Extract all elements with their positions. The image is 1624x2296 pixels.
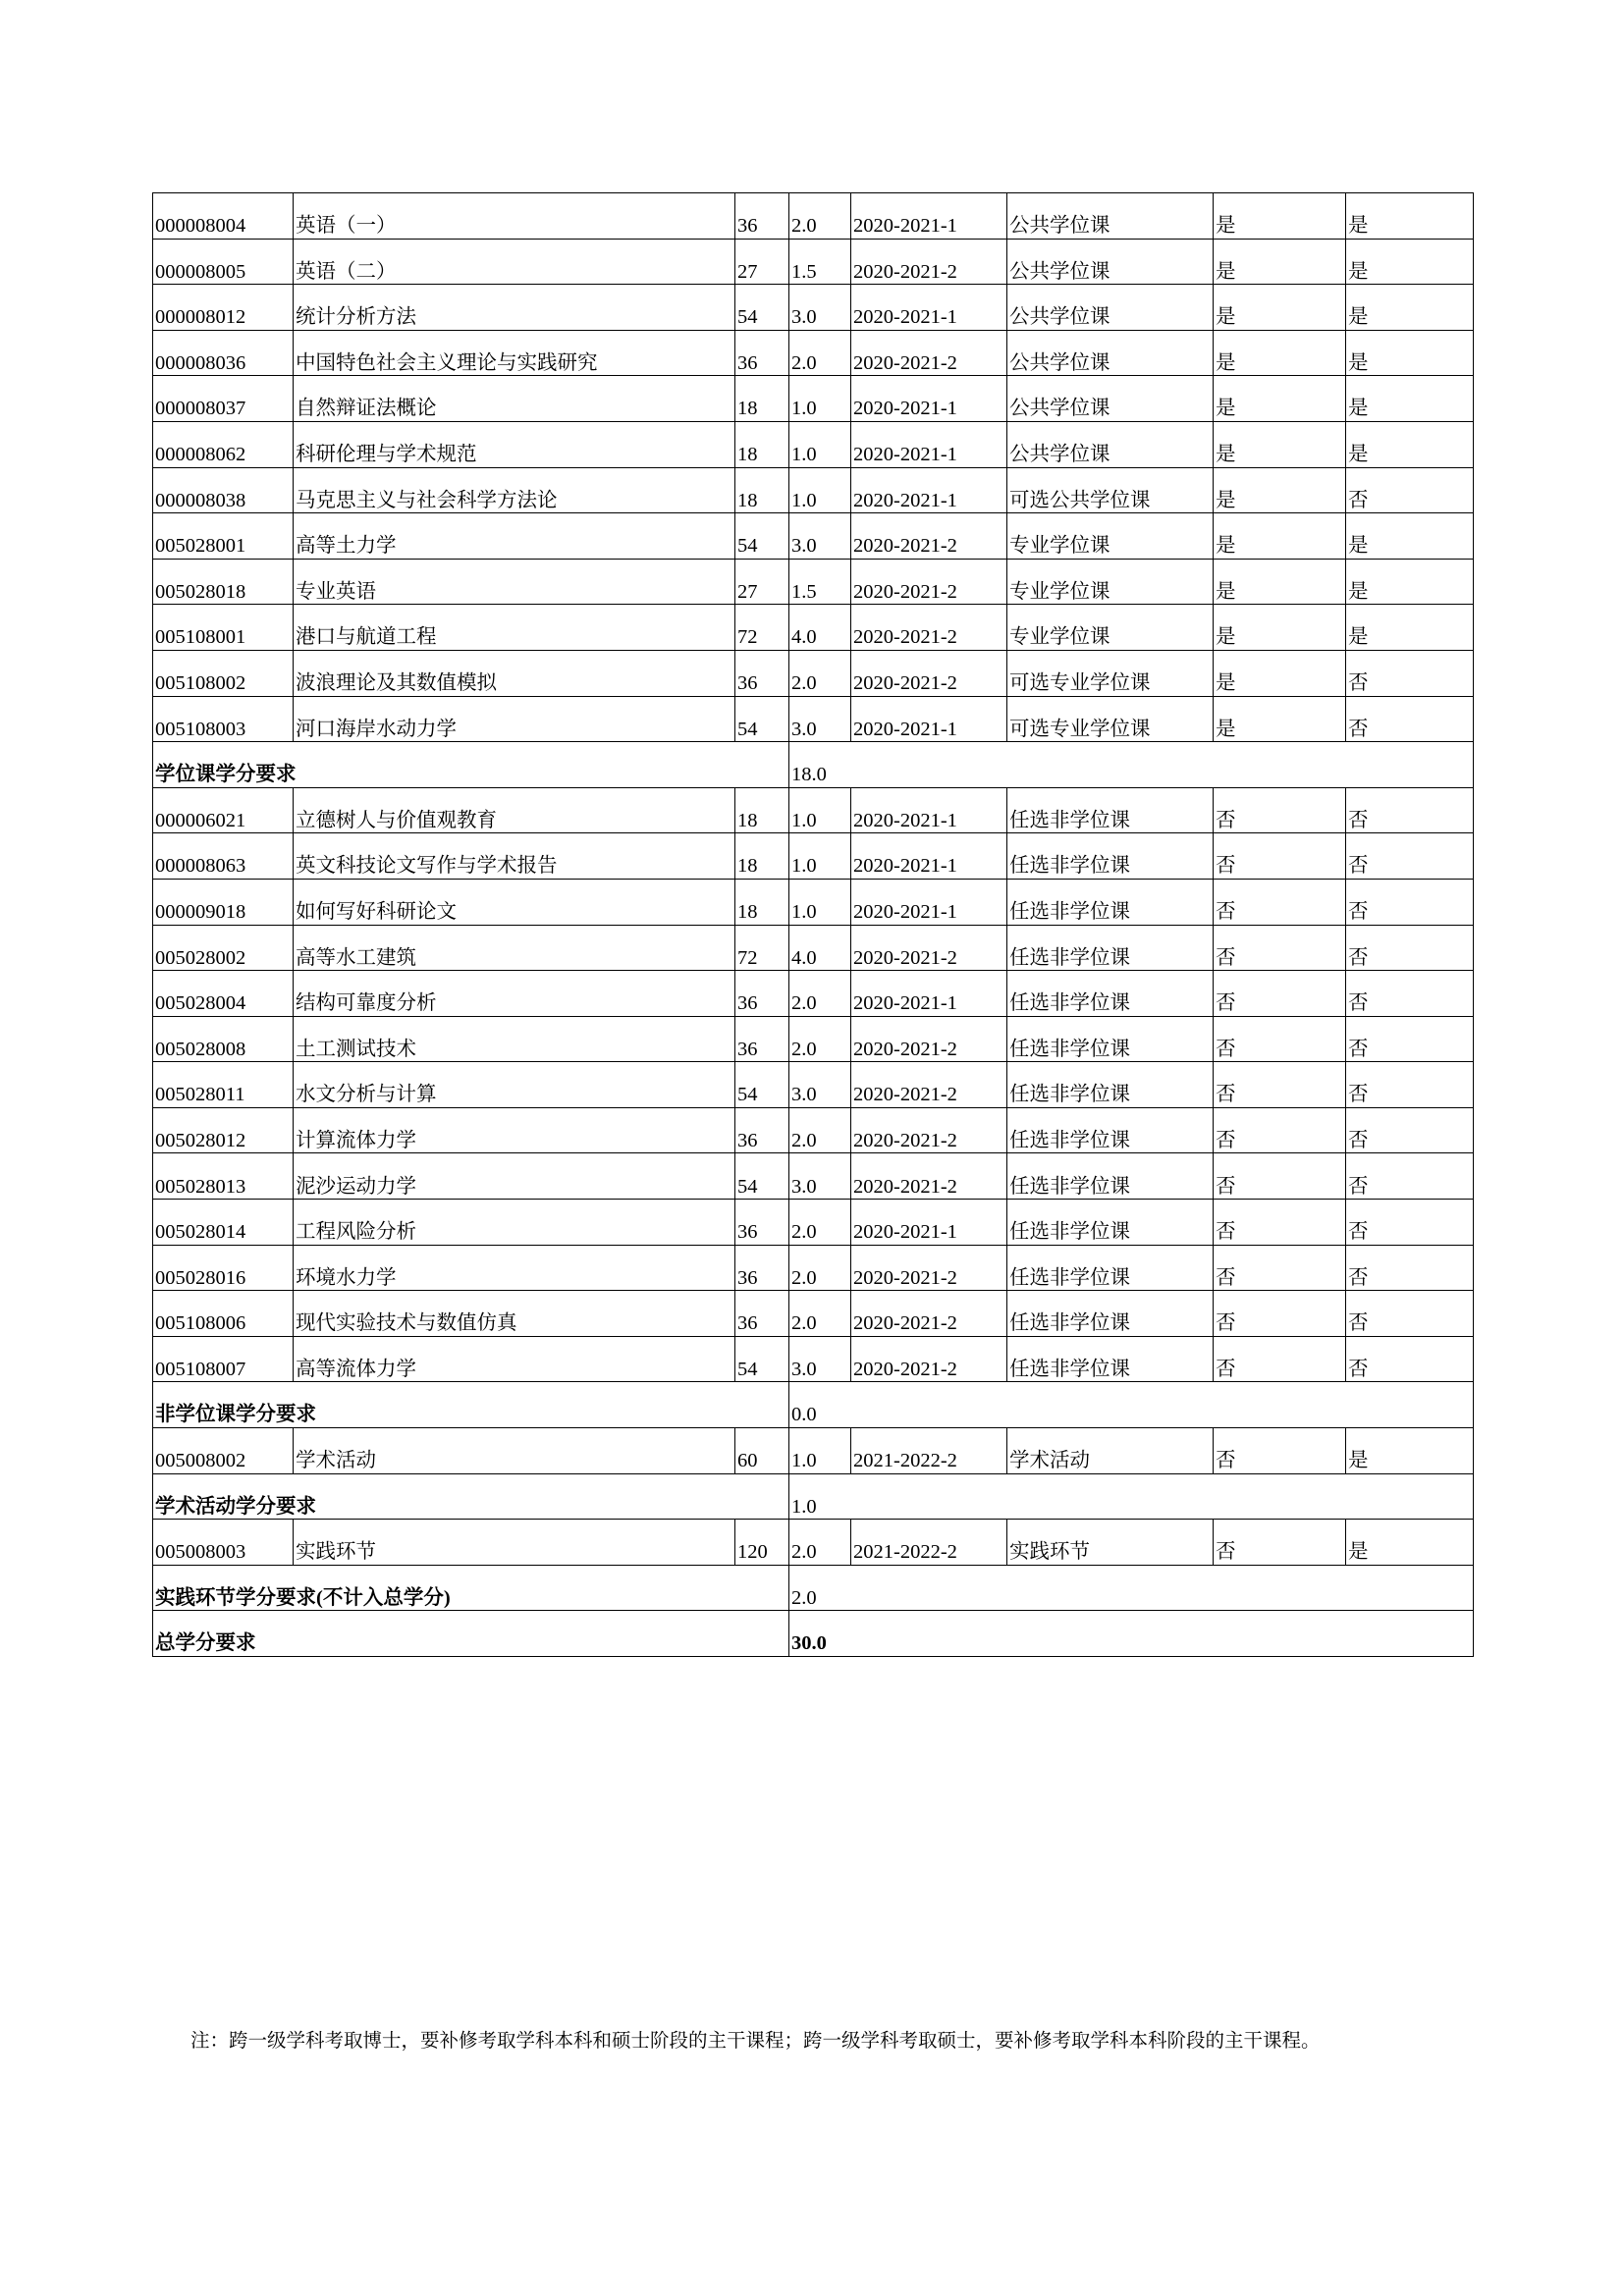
course-name-cell: 土工测试技术	[294, 1016, 735, 1062]
course-hours-cell: 27	[735, 239, 789, 285]
course-type-cell: 任选非学位课	[1007, 1016, 1214, 1062]
course-type-cell: 任选非学位课	[1007, 1336, 1214, 1382]
course-credits-cell: 2.0	[789, 971, 851, 1017]
course-name-cell: 高等流体力学	[294, 1336, 735, 1382]
course-type-cell: 公共学位课	[1007, 330, 1214, 376]
course-required-cell: 否	[1214, 925, 1346, 971]
table-row	[153, 925, 1474, 971]
course-term-cell: 2020-2021-2	[851, 239, 1007, 285]
course-name-cell: 马克思主义与社会科学方法论	[294, 467, 735, 513]
course-code-cell: 005108001	[153, 605, 294, 651]
course-required-cell: 否	[1214, 1200, 1346, 1246]
course-plan-table-wrap	[152, 192, 1473, 1657]
course-type-cell: 任选非学位课	[1007, 1200, 1214, 1246]
course-term-cell: 2020-2021-2	[851, 1153, 1007, 1200]
course-name-cell: 计算流体力学	[294, 1107, 735, 1153]
course-exam-cell: 否	[1346, 1153, 1474, 1200]
course-code-cell: 005028001	[153, 513, 294, 560]
course-plan-table-body	[153, 193, 1474, 1657]
course-required-cell: 否	[1214, 1336, 1346, 1382]
course-code-cell: 005028008	[153, 1016, 294, 1062]
course-term-cell: 2020-2021-1	[851, 787, 1007, 833]
summary-label: 非学位课学分要求	[153, 1382, 789, 1428]
course-code-cell: 000008063	[153, 833, 294, 880]
course-credits-cell: 1.0	[789, 1428, 851, 1474]
summary-label: 学位课学分要求	[153, 742, 789, 788]
course-name-cell: 波浪理论及其数值模拟	[294, 650, 735, 696]
course-hours-cell: 18	[735, 879, 789, 925]
table-row	[153, 1291, 1474, 1337]
course-term-cell: 2020-2021-2	[851, 1062, 1007, 1108]
course-type-cell: 任选非学位课	[1007, 1291, 1214, 1337]
course-code-cell: 005008003	[153, 1520, 294, 1566]
course-hours-cell: 18	[735, 787, 789, 833]
course-required-cell: 是	[1214, 467, 1346, 513]
course-type-cell: 专业学位课	[1007, 559, 1214, 605]
course-exam-cell: 是	[1346, 513, 1474, 560]
course-type-cell: 公共学位课	[1007, 285, 1214, 331]
summary-label: 实践环节学分要求(不计入总学分)	[153, 1565, 789, 1611]
course-code-cell: 005028016	[153, 1245, 294, 1291]
table-row	[153, 559, 1474, 605]
table-row	[153, 879, 1474, 925]
course-hours-cell: 36	[735, 1016, 789, 1062]
course-hours-cell: 18	[735, 421, 789, 467]
table-row	[153, 1200, 1474, 1246]
course-type-cell: 公共学位课	[1007, 239, 1214, 285]
course-code-cell: 005108007	[153, 1336, 294, 1382]
course-name-cell: 港口与航道工程	[294, 605, 735, 651]
course-hours-cell: 18	[735, 833, 789, 880]
course-exam-cell: 是	[1346, 239, 1474, 285]
course-name-cell: 水文分析与计算	[294, 1062, 735, 1108]
course-exam-cell: 是	[1346, 193, 1474, 240]
course-name-cell: 高等土力学	[294, 513, 735, 560]
course-credits-cell: 3.0	[789, 513, 851, 560]
course-type-cell: 任选非学位课	[1007, 833, 1214, 880]
course-type-cell: 任选非学位课	[1007, 1153, 1214, 1200]
course-credits-cell: 2.0	[789, 1200, 851, 1246]
course-type-cell: 学术活动	[1007, 1428, 1214, 1474]
course-plan-table	[152, 192, 1474, 1657]
course-name-cell: 中国特色社会主义理论与实践研究	[294, 330, 735, 376]
course-type-cell: 实践环节	[1007, 1520, 1214, 1566]
course-required-cell: 否	[1214, 1245, 1346, 1291]
course-required-cell: 是	[1214, 605, 1346, 651]
course-code-cell: 005108003	[153, 696, 294, 742]
course-required-cell: 否	[1214, 1153, 1346, 1200]
course-hours-cell: 36	[735, 1200, 789, 1246]
course-exam-cell: 否	[1346, 1107, 1474, 1153]
course-required-cell: 是	[1214, 559, 1346, 605]
course-name-cell: 英文科技论文写作与学术报告	[294, 833, 735, 880]
course-code-cell: 000008037	[153, 376, 294, 422]
course-credits-cell: 1.0	[789, 376, 851, 422]
course-type-cell: 任选非学位课	[1007, 925, 1214, 971]
course-exam-cell: 否	[1346, 650, 1474, 696]
course-term-cell: 2020-2021-1	[851, 193, 1007, 240]
table-row	[153, 421, 1474, 467]
course-term-cell: 2020-2021-2	[851, 925, 1007, 971]
course-credits-cell: 1.0	[789, 879, 851, 925]
course-code-cell: 005028014	[153, 1200, 294, 1246]
course-code-cell: 005028018	[153, 559, 294, 605]
course-exam-cell: 否	[1346, 1336, 1474, 1382]
course-hours-cell: 54	[735, 1336, 789, 1382]
course-term-cell: 2020-2021-1	[851, 467, 1007, 513]
course-credits-cell: 2.0	[789, 193, 851, 240]
course-type-cell: 专业学位课	[1007, 513, 1214, 560]
course-term-cell: 2020-2021-2	[851, 1336, 1007, 1382]
course-exam-cell: 是	[1346, 605, 1474, 651]
course-credits-cell: 3.0	[789, 696, 851, 742]
course-required-cell: 否	[1214, 1291, 1346, 1337]
course-code-cell: 000008012	[153, 285, 294, 331]
course-name-cell: 专业英语	[294, 559, 735, 605]
course-name-cell: 统计分析方法	[294, 285, 735, 331]
course-required-cell: 否	[1214, 1016, 1346, 1062]
course-type-cell: 可选专业学位课	[1007, 696, 1214, 742]
summary-value: 2.0	[789, 1565, 1474, 1611]
course-credits-cell: 3.0	[789, 1153, 851, 1200]
course-code-cell: 000008004	[153, 193, 294, 240]
summary-row	[153, 1565, 1474, 1611]
course-required-cell: 是	[1214, 239, 1346, 285]
table-row	[153, 330, 1474, 376]
course-required-cell: 是	[1214, 376, 1346, 422]
table-row	[153, 376, 1474, 422]
course-name-cell: 英语（一）	[294, 193, 735, 240]
course-exam-cell: 否	[1346, 833, 1474, 880]
course-hours-cell: 72	[735, 605, 789, 651]
course-credits-cell: 1.5	[789, 239, 851, 285]
course-required-cell: 是	[1214, 513, 1346, 560]
course-exam-cell: 是	[1346, 376, 1474, 422]
course-exam-cell: 否	[1346, 879, 1474, 925]
course-hours-cell: 18	[735, 376, 789, 422]
course-name-cell: 泥沙运动力学	[294, 1153, 735, 1200]
table-row	[153, 1520, 1474, 1566]
course-hours-cell: 120	[735, 1520, 789, 1566]
course-name-cell: 环境水力学	[294, 1245, 735, 1291]
course-exam-cell: 是	[1346, 559, 1474, 605]
table-row	[153, 193, 1474, 240]
course-required-cell: 否	[1214, 1428, 1346, 1474]
course-credits-cell: 2.0	[789, 1520, 851, 1566]
course-type-cell: 可选专业学位课	[1007, 650, 1214, 696]
table-row	[153, 605, 1474, 651]
course-name-cell: 现代实验技术与数值仿真	[294, 1291, 735, 1337]
course-exam-cell: 否	[1346, 467, 1474, 513]
course-hours-cell: 18	[735, 467, 789, 513]
course-credits-cell: 2.0	[789, 1107, 851, 1153]
summary-row	[153, 1611, 1474, 1657]
course-credits-cell: 1.0	[789, 421, 851, 467]
course-name-cell: 如何写好科研论文	[294, 879, 735, 925]
table-row	[153, 1107, 1474, 1153]
table-row	[153, 1428, 1474, 1474]
course-hours-cell: 54	[735, 513, 789, 560]
course-exam-cell: 是	[1346, 1428, 1474, 1474]
course-code-cell: 000006021	[153, 787, 294, 833]
course-credits-cell: 4.0	[789, 925, 851, 971]
course-exam-cell: 否	[1346, 925, 1474, 971]
table-row	[153, 467, 1474, 513]
course-code-cell: 005028002	[153, 925, 294, 971]
course-hours-cell: 60	[735, 1428, 789, 1474]
course-exam-cell: 否	[1346, 1291, 1474, 1337]
course-hours-cell: 36	[735, 1107, 789, 1153]
table-row	[153, 285, 1474, 331]
course-term-cell: 2020-2021-2	[851, 1291, 1007, 1337]
course-code-cell: 000009018	[153, 879, 294, 925]
course-term-cell: 2020-2021-1	[851, 971, 1007, 1017]
course-term-cell: 2020-2021-2	[851, 330, 1007, 376]
course-exam-cell: 否	[1346, 1245, 1474, 1291]
course-code-cell: 005028004	[153, 971, 294, 1017]
course-term-cell: 2020-2021-1	[851, 1200, 1007, 1246]
course-code-cell: 000008005	[153, 239, 294, 285]
course-term-cell: 2021-2022-2	[851, 1428, 1007, 1474]
table-row	[153, 1062, 1474, 1108]
course-hours-cell: 36	[735, 330, 789, 376]
course-term-cell: 2020-2021-2	[851, 559, 1007, 605]
course-term-cell: 2021-2022-2	[851, 1520, 1007, 1566]
summary-value: 1.0	[789, 1473, 1474, 1520]
summary-row	[153, 1382, 1474, 1428]
course-name-cell: 工程风险分析	[294, 1200, 735, 1246]
course-type-cell: 任选非学位课	[1007, 1107, 1214, 1153]
course-term-cell: 2020-2021-2	[851, 605, 1007, 651]
course-code-cell: 005108002	[153, 650, 294, 696]
table-row	[153, 1245, 1474, 1291]
course-type-cell: 公共学位课	[1007, 193, 1214, 240]
course-required-cell: 是	[1214, 285, 1346, 331]
table-row	[153, 1153, 1474, 1200]
course-type-cell: 任选非学位课	[1007, 787, 1214, 833]
course-credits-cell: 2.0	[789, 1291, 851, 1337]
course-term-cell: 2020-2021-1	[851, 421, 1007, 467]
course-credits-cell: 3.0	[789, 1336, 851, 1382]
course-required-cell: 是	[1214, 696, 1346, 742]
course-exam-cell: 是	[1346, 421, 1474, 467]
course-hours-cell: 27	[735, 559, 789, 605]
course-exam-cell: 否	[1346, 971, 1474, 1017]
course-type-cell: 可选公共学位课	[1007, 467, 1214, 513]
course-code-cell: 005028012	[153, 1107, 294, 1153]
course-name-cell: 结构可靠度分析	[294, 971, 735, 1017]
course-required-cell: 否	[1214, 971, 1346, 1017]
table-row	[153, 650, 1474, 696]
course-required-cell: 是	[1214, 193, 1346, 240]
table-row	[153, 1336, 1474, 1382]
course-hours-cell: 36	[735, 971, 789, 1017]
course-name-cell: 学术活动	[294, 1428, 735, 1474]
course-term-cell: 2020-2021-1	[851, 879, 1007, 925]
course-credits-cell: 3.0	[789, 1062, 851, 1108]
table-row	[153, 833, 1474, 880]
course-type-cell: 任选非学位课	[1007, 1245, 1214, 1291]
course-required-cell: 否	[1214, 1520, 1346, 1566]
table-row	[153, 971, 1474, 1017]
course-term-cell: 2020-2021-2	[851, 650, 1007, 696]
course-credits-cell: 2.0	[789, 330, 851, 376]
course-hours-cell: 54	[735, 1153, 789, 1200]
course-hours-cell: 54	[735, 1062, 789, 1108]
course-name-cell: 英语（二）	[294, 239, 735, 285]
course-name-cell: 自然辩证法概论	[294, 376, 735, 422]
summary-row	[153, 1473, 1474, 1520]
summary-value: 0.0	[789, 1382, 1474, 1428]
course-credits-cell: 4.0	[789, 605, 851, 651]
course-code-cell: 005008002	[153, 1428, 294, 1474]
course-code-cell: 005028011	[153, 1062, 294, 1108]
course-hours-cell: 54	[735, 285, 789, 331]
course-credits-cell: 1.0	[789, 467, 851, 513]
course-type-cell: 专业学位课	[1007, 605, 1214, 651]
summary-label: 学术活动学分要求	[153, 1473, 789, 1520]
course-type-cell: 公共学位课	[1007, 421, 1214, 467]
course-code-cell: 005108006	[153, 1291, 294, 1337]
course-term-cell: 2020-2021-2	[851, 1016, 1007, 1062]
course-exam-cell: 否	[1346, 1200, 1474, 1246]
summary-row	[153, 742, 1474, 788]
table-row	[153, 239, 1474, 285]
course-required-cell: 是	[1214, 650, 1346, 696]
course-hours-cell: 36	[735, 1245, 789, 1291]
course-code-cell: 005028013	[153, 1153, 294, 1200]
table-row	[153, 696, 1474, 742]
course-term-cell: 2020-2021-2	[851, 1245, 1007, 1291]
table-row	[153, 513, 1474, 560]
course-required-cell: 是	[1214, 330, 1346, 376]
course-name-cell: 科研伦理与学术规范	[294, 421, 735, 467]
course-code-cell: 000008038	[153, 467, 294, 513]
course-exam-cell: 否	[1346, 787, 1474, 833]
course-exam-cell: 否	[1346, 1016, 1474, 1062]
course-credits-cell: 3.0	[789, 285, 851, 331]
course-term-cell: 2020-2021-2	[851, 513, 1007, 560]
course-term-cell: 2020-2021-1	[851, 285, 1007, 331]
course-credits-cell: 1.5	[789, 559, 851, 605]
summary-value: 30.0	[789, 1611, 1474, 1657]
course-hours-cell: 54	[735, 696, 789, 742]
course-exam-cell: 是	[1346, 285, 1474, 331]
course-exam-cell: 否	[1346, 696, 1474, 742]
course-type-cell: 任选非学位课	[1007, 971, 1214, 1017]
course-hours-cell: 36	[735, 650, 789, 696]
summary-value: 18.0	[789, 742, 1474, 788]
table-row	[153, 1016, 1474, 1062]
course-name-cell: 立德树人与价值观教育	[294, 787, 735, 833]
course-code-cell: 000008036	[153, 330, 294, 376]
course-credits-cell: 2.0	[789, 1245, 851, 1291]
course-hours-cell: 72	[735, 925, 789, 971]
course-code-cell: 000008062	[153, 421, 294, 467]
course-term-cell: 2020-2021-1	[851, 376, 1007, 422]
course-exam-cell: 是	[1346, 330, 1474, 376]
course-name-cell: 河口海岸水动力学	[294, 696, 735, 742]
course-term-cell: 2020-2021-1	[851, 833, 1007, 880]
course-term-cell: 2020-2021-1	[851, 696, 1007, 742]
course-type-cell: 任选非学位课	[1007, 1062, 1214, 1108]
course-type-cell: 公共学位课	[1007, 376, 1214, 422]
course-type-cell: 任选非学位课	[1007, 879, 1214, 925]
course-required-cell: 否	[1214, 1062, 1346, 1108]
course-credits-cell: 2.0	[789, 650, 851, 696]
course-name-cell: 高等水工建筑	[294, 925, 735, 971]
course-required-cell: 是	[1214, 421, 1346, 467]
course-required-cell: 否	[1214, 879, 1346, 925]
course-credits-cell: 2.0	[789, 1016, 851, 1062]
footnote-text: 注：跨一级学科考取博士，要补修考取学科本科和硕士阶段的主干课程；跨一级学科考取硕士，要补修考取学科本科阶段的主干课程。	[190, 2030, 1321, 2052]
course-hours-cell: 36	[735, 193, 789, 240]
course-term-cell: 2020-2021-2	[851, 1107, 1007, 1153]
summary-label: 总学分要求	[153, 1611, 789, 1657]
course-credits-cell: 1.0	[789, 787, 851, 833]
course-required-cell: 否	[1214, 787, 1346, 833]
course-hours-cell: 36	[735, 1291, 789, 1337]
table-row	[153, 787, 1474, 833]
course-exam-cell: 是	[1346, 1520, 1474, 1566]
course-required-cell: 否	[1214, 833, 1346, 880]
course-required-cell: 否	[1214, 1107, 1346, 1153]
course-exam-cell: 否	[1346, 1062, 1474, 1108]
course-credits-cell: 1.0	[789, 833, 851, 880]
course-name-cell: 实践环节	[294, 1520, 735, 1566]
